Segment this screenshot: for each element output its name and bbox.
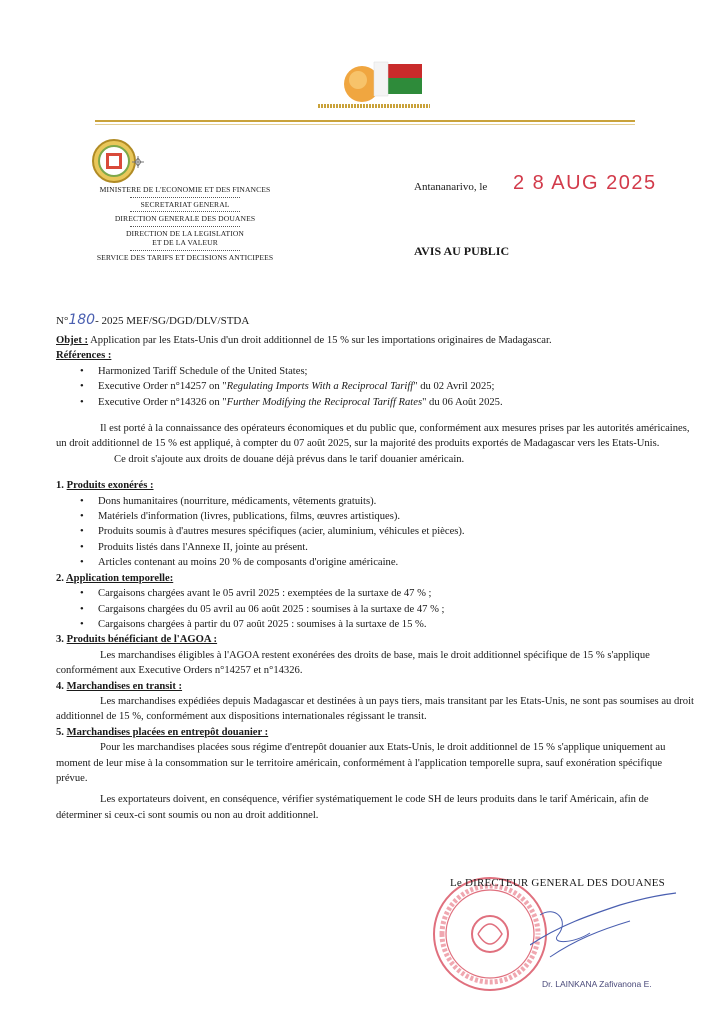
dotted-separator	[130, 211, 240, 212]
references-label: Références :	[56, 350, 112, 362]
signatory-name: Dr. LAINKANA Zafivanona E.	[542, 979, 652, 989]
section-title: Produits bénéficiant de l'AGOA :	[66, 634, 218, 646]
references-heading	[56, 348, 696, 363]
section-number: 1.	[56, 480, 64, 492]
section-heading	[56, 478, 696, 493]
dotted-separator	[130, 250, 240, 251]
reference-text: Executive Order n°14257 on "	[98, 381, 227, 393]
section-heading	[56, 725, 696, 740]
reference-title: Further Modifying the Reciprocal Tariff Rates	[226, 396, 423, 408]
section-title: Marchandises en transit :	[66, 680, 183, 692]
reference-number	[56, 312, 249, 328]
reference-text: Executive Order n°14326 on "	[98, 396, 227, 408]
place-label: Antananarivo, le	[414, 181, 488, 193]
dotted-separator	[130, 226, 240, 227]
section-heading	[56, 632, 696, 647]
section-title: Produits exonérés :	[66, 480, 154, 492]
signatory-title: Le DIRECTEUR GENERAL DES DOUANES	[450, 877, 665, 889]
date-stamp: 2 8 AUG 2025	[513, 172, 657, 194]
section-title: Application temporelle:	[66, 572, 174, 584]
section-number: 5.	[56, 726, 64, 738]
section-list	[56, 494, 696, 571]
section-number: 4.	[56, 680, 64, 692]
list-item: • Produits soumis à d'autres mesures spécifiques (acier, aluminium, véhicules et pièces).	[56, 524, 696, 539]
spacer	[56, 467, 696, 478]
emblem-caption	[318, 104, 430, 108]
customs-logo-icon	[88, 136, 152, 186]
list-item: • Cargaisons chargées du 05 avril au 06 août 2025 : soumises à la surtaxe de 47 % ;	[56, 602, 696, 617]
direction-name-line2: ET DE LA VALEUR	[152, 237, 218, 247]
section-paragraph: Les marchandises expédiées depuis Madagascar et destinées à un pays tiers, mais transitant par les Etats-Unis, ne sont pas soumises au droit additionnel de 15 %, conformément aux dispositions internationales régissant le transit.	[56, 695, 694, 723]
secretariat-name: SECRETARIAT GENERAL	[140, 199, 230, 209]
signature-icon	[530, 885, 680, 985]
spacer	[56, 410, 696, 421]
header-rule	[95, 120, 635, 122]
ministry-header	[55, 186, 315, 262]
document-body	[56, 333, 696, 823]
list-item	[56, 364, 696, 379]
service-name: SERVICE DES TARIFS ET DECISIONS ANTICIPEES	[96, 252, 274, 262]
objet-text: Application par les Etats-Unis d'un droit additionnel de 15 % sur les importations originaires de Madagascar.	[88, 335, 552, 346]
references-list	[56, 364, 696, 410]
intro-paragraph: Ce droit s'ajoute aux droits de douane déjà prévus dans le tarif douanier américain.	[114, 453, 465, 465]
reference-title: Regulating Imports With a Reciprocal Tariff	[226, 381, 414, 393]
section-paragraph: Pour les marchandises placées sous régime d'entrepôt douanier aux Etats-Unis, le droit additionnel de 15 % s'applique uniquement au moment de leur mise à la consommation sur le territoire américain, conformément à l'application temporelle supra, sauf exonération spécifique prévue.	[56, 742, 666, 784]
header-rule-thin	[95, 124, 635, 125]
list-item: • Produits listés dans l'Annexe II, jointe au présent.	[56, 540, 696, 555]
section-title: Marchandises placées en entrepôt douanier :	[66, 726, 269, 738]
direction-name-line1: DIRECTION DE LA LEGISLATION	[125, 229, 245, 239]
section-heading	[56, 679, 696, 694]
intro-paragraph: Il est porté à la connaissance des opérateurs économiques et du public que, conformément aux mesures prises par les autorités américaines, un droit additionnel de 15 % est appliqué, à compter du 07 août 2025, sur la majorité des produits exportés de Madagascar vers les Etats-Unis.	[56, 423, 690, 450]
section-heading	[56, 571, 696, 586]
section-paragraph: Les marchandises éligibles à l'AGOA restent exonérées des droits de base, mais le droit additionnel spécifique de 15 % s'applique conformément aux Executive Orders n°14257 et n°14326.	[56, 649, 650, 677]
list-item	[56, 395, 696, 410]
reference-handwritten-number: 180	[68, 312, 96, 328]
reference-date: " du 02 Avril 2025;	[413, 381, 495, 393]
document-title: AVIS AU PUBLIC	[414, 244, 510, 258]
objet-label: Objet :	[56, 335, 89, 346]
section-list	[56, 586, 696, 632]
reference-date: " du 06 Août 2025.	[422, 396, 503, 408]
list-item: • Matériels d'information (livres, publications, films, œuvres artistiques).	[56, 509, 696, 524]
section-number: 2.	[56, 572, 64, 584]
list-item: • Dons humanitaires (nourriture, médicaments, vêtements gratuits).	[56, 494, 696, 509]
republic-emblem-icon	[330, 58, 430, 106]
reference-prefix: N°	[56, 315, 69, 327]
list-item	[56, 379, 696, 394]
section-number: 3.	[56, 634, 64, 646]
section-paragraph: Les exportateurs doivent, en conséquence, vérifier systématiquement le code SH de leurs produits dans le tarif Américain, afin de déterminer si ceux-ci sont soumis ou non au droit additionnel.	[56, 794, 649, 821]
list-item: • Cargaisons chargées avant le 05 avril 2025 : exemptées de la surtaxe de 47 % ;	[56, 586, 696, 601]
reference-text: Harmonized Tariff Schedule of the United States;	[98, 365, 308, 377]
ministry-name: MINISTERE DE L'ECONOMIE ET DES FINANCES	[99, 185, 271, 194]
reference-suffix: - 2025 MEF/SG/DGD/DLV/STDA	[95, 315, 250, 327]
list-item: • Articles contenant au moins 20 % de composants d'origine américaine.	[56, 555, 696, 570]
direction-generale-name: DIRECTION GENERALE DES DOUANES	[114, 214, 256, 224]
dotted-separator	[130, 197, 240, 198]
list-item: • Cargaisons chargées à partir du 07 août 2025 : soumises à la surtaxe de 15 %.	[56, 617, 696, 632]
objet-paragraph	[56, 333, 696, 348]
